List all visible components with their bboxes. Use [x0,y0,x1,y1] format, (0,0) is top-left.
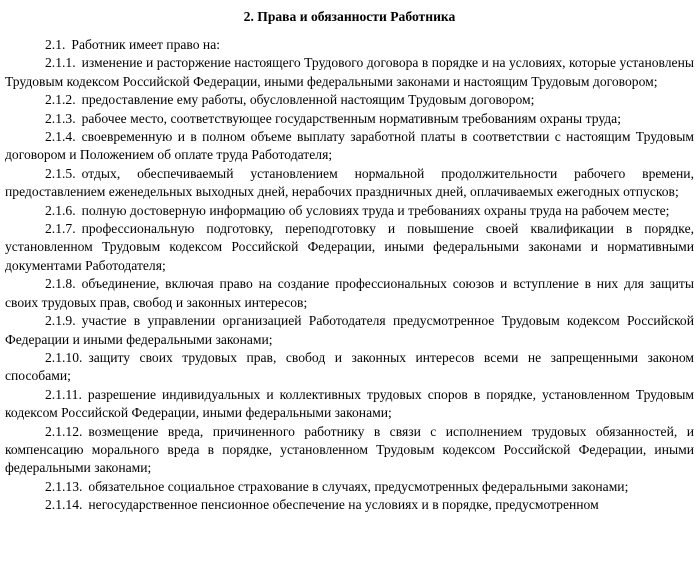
paragraph-2-1-13 [5,478,694,496]
section-heading: 2. Права и обязанности Работника [243,9,456,24]
paragraph-number: 2.1.6. [45,202,76,218]
paragraph-text: полную достоверную информацию об условиях труда и требованиях охраны труда на рабочем месте; [81,202,670,218]
document-page [5,0,694,515]
paragraph-number: 2.1.14. [45,497,83,513]
paragraph-number: 2.1.2. [45,92,76,108]
paragraph-number: 2.1.5. [45,165,76,181]
paragraph-number: 2.1.8. [45,276,76,292]
paragraph-2-1-3 [5,110,694,128]
paragraph-text: рабочее место, соответствующее государственным нормативным требованиям охраны труда; [81,110,621,126]
paragraph-text: изменение и расторжение настоящего Трудового договора в порядке и на условиях, которые установлены Трудовым кодексом Российской Федерации, иными федеральными законами и настоящим Трудовым договором; [5,55,694,89]
paragraph-2-1-11 [5,386,694,423]
paragraph-text: защиту своих трудовых прав, свобод и законных интересов всеми не запрещенными законом способами; [5,349,694,384]
paragraph-2-1-14 [5,496,694,514]
paragraph-2-1-2 [5,91,694,109]
paragraph-number: 2.1.10. [45,349,83,365]
paragraph-number: 2.1.13. [45,478,83,494]
paragraph-text: разрешение индивидуальных и коллективных трудовых споров в порядке, установленном Трудовым кодексом Российской Федерации, иными федеральными законами; [5,386,694,421]
paragraph-2-1 [5,36,694,54]
paragraph-number: 2.1.7. [45,221,76,237]
paragraph-number: 2.1. [45,37,66,52]
paragraph-text: возмещение вреда, причиненного работнику в связи с исполнением трудовых обязанностей, и компенсацию морального вреда в порядке, установленном Трудовым кодексом Российской Федерации, иными федеральными законами; [5,423,694,476]
paragraph-number: 2.1.1. [45,55,76,71]
paragraph-2-1-5 [5,165,694,202]
paragraph-2-1-4 [5,128,694,165]
paragraph-text: предоставление ему работы, обусловленной настоящим Трудовым договором; [81,92,535,108]
paragraph-text: негосударственное пенсионное обеспечение на условиях и в порядке, предусмотренном [88,497,599,513]
paragraph-2-1-6 [5,202,694,220]
paragraph-2-1-1 [5,54,694,91]
paragraph-text: объединение, включая право на создание профессиональных союзов и вступление в них для защиты своих трудовых прав, свобод и законных интересов; [5,276,694,310]
paragraph-text: обязательное социальное страхование в случаях, предусмотренных федеральными законами; [88,478,629,494]
paragraph-number: 2.1.4. [45,129,76,145]
paragraph-number: 2.1.12. [45,423,83,439]
paragraph-text: Работник имеет право на: [71,37,221,52]
paragraph-text: профессиональную подготовку, переподготовку и повышение своей квалификации в порядке, установленном Трудовым кодексом Российской Федерации, иными федеральными законами и нормативными документами Работодателя; [5,221,694,273]
paragraph-number: 2.1.9. [45,313,76,329]
paragraph-2-1-10 [5,349,694,386]
paragraph-2-1-8 [5,275,694,312]
paragraph-text: отдых, обеспечиваемый установлением нормальной продолжительности рабочего времени, предоставлением еженедельных выходных дней, нерабочих праздничных дней, оплачиваемых ежегодных отпусков; [5,165,694,200]
paragraph-2-1-12 [5,423,694,478]
paragraph-2-1-7 [5,220,694,275]
paragraph-text: участие в управлении организацией Работодателя предусмотренное Трудовым кодексом Российской Федерации и иными федеральными законами; [5,313,694,347]
paragraph-text: своевременную и в полном объеме выплату заработной платы в соответствии с настоящим Трудовым договором и Положением об оплате труда Работодателя; [5,129,694,163]
paragraph-number: 2.1.3. [45,110,76,126]
paragraph-2-1-9 [5,312,694,349]
paragraph-number: 2.1.11. [45,386,82,402]
